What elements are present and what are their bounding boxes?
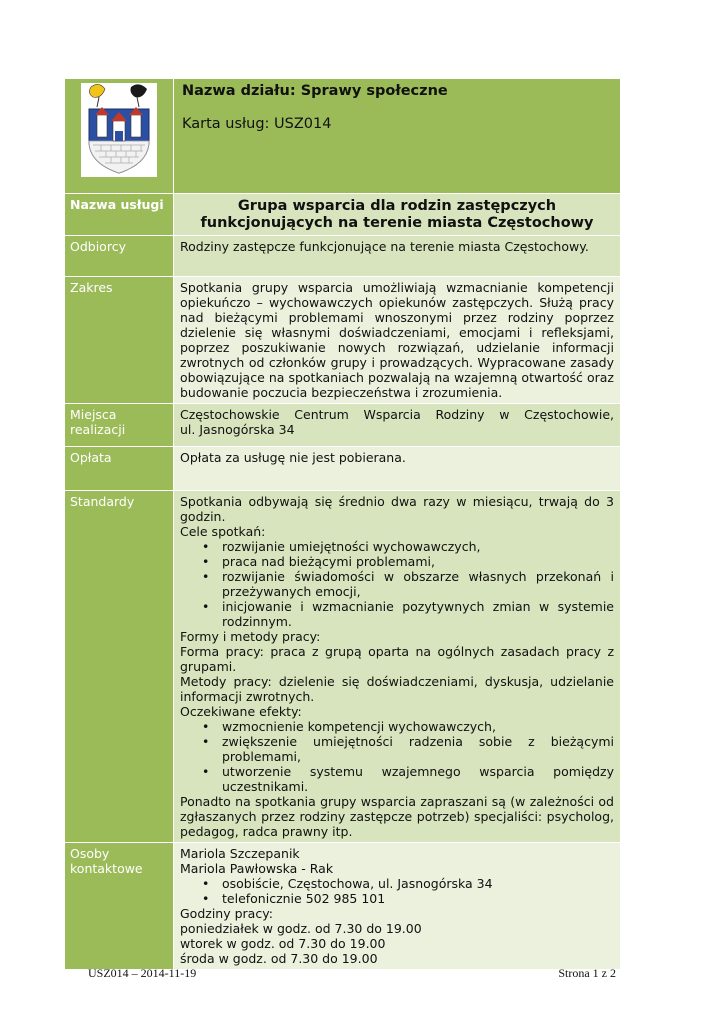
label-place-line1: Miejsca [70,407,117,422]
row-standards [65,491,621,843]
coat-of-arms-icon [65,79,173,189]
label-contacts [65,843,174,970]
header-row [65,79,621,194]
goals-heading: Cele spotkań: [180,524,266,539]
contacts-value [174,843,621,970]
contact-person-2: Mariola Pawłowska - Rak [180,861,334,876]
label-recipients: Odbiorcy [65,236,174,277]
title-cell [174,79,621,194]
list-item: • inicjowanie i wzmacnianie pozytywnych zmian w systemie rodzinnym. [202,599,614,629]
list-item: • zwiększenie umiejętności radzenia sobie z bieżącymi problemami, [202,734,614,764]
hours-line: wtorek w godz. od 7.30 do 19.00 [180,936,386,951]
list-item: • telefonicznie 502 985 101 [202,891,614,906]
label-fee: Opłata [65,447,174,491]
department-title: Nazwa działu: Sprawy społeczne [182,83,448,99]
standards-value [174,491,621,843]
forms-heading: Formy i metody pracy: [180,629,321,644]
form-text: Forma pracy: praca z grupą oparta na ogólnych zasadach pracy z grupami. [180,644,614,674]
standards-closing: Ponadto na spotkania grupy wsparcia zapraszani są (w zależności od zgłaszanych przez rodziny zastępcze potrzeb) specjaliści: psycholog, pedagog, radca prawny itp. [180,794,614,839]
row-contacts [65,843,621,970]
row-scope [65,277,621,404]
list-item: • rozwijanie świadomości w obszarze własnych przekonań i przeżywanych emocji, [202,569,614,599]
row-place [65,404,621,447]
list-item: • praca nad bieżącymi problemami, [202,554,614,569]
contact-channels-list [180,876,614,906]
methods-text: Metody pracy: dzielenie się doświadczeniami, dyskusja, udzielanie informacji zwrotnych. [180,674,614,704]
footer-document-id: USZ014 – 2014-11-19 [88,966,197,980]
card-number: Karta usług: USZ014 [182,116,332,132]
place-line2: ul. Jasnogórska 34 [180,422,295,437]
label-place-line2: realizacji [70,422,126,437]
hours-heading: Godziny pracy: [180,906,273,921]
hours-line: środa w godz. od 7.30 do 19.00 [180,951,378,966]
label-contacts-line2: kontaktowe [70,861,143,876]
scope-value: Spotkania grupy wsparcia umożliwiają wzmacnianie kompetencji opiekuńczo – wychowawczych opiekunów zastępczych. Służą pracy nad bieżącymi problemami wnoszonymi przez rodziny poprzez dzielenie się własnymi doświadczeniami, emocjami i refleksjami, poprzez poszukiwanie nowych rozwiązań, udzielanie informacji zwrotnych od członków grupy i prowadzących. Wypracowane zasady obowiązujące na spotkaniach pozwalają na wzajemną otwartość oraz budowanie poczucia bezpieczeństwa i zrozumienia. [174,277,621,404]
label-contacts-line1: Osoby [70,846,110,861]
row-recipients [65,236,621,277]
list-item: • rozwijanie umiejętności wychowawczych, [202,539,614,554]
hours-line: poniedziałek w godz. od 7.30 do 19.00 [180,921,422,936]
service-title-line2: funkcjonujących na terenie miasta Częstochowy [200,215,594,231]
fee-value: Opłata za usługę nie jest pobierana. [174,447,621,491]
contact-person-1: Mariola Szczepanik [180,846,300,861]
place-value [174,404,621,447]
list-item: • utworzenie systemu wzajemnego wsparcia pomiędzy uczestnikami. [202,764,614,794]
footer-page-number: Strona 1 z 2 [558,966,616,980]
crest-cell [65,79,174,194]
label-place [65,404,174,447]
list-item: • wzmocnienie kompetencji wychowawczych, [202,719,614,734]
label-scope: Zakres [65,277,174,404]
label-service-name: Nazwa usługi [65,194,174,236]
recipients-value: Rodziny zastępcze funkcjonujące na terenie miasta Częstochowy. [174,236,621,277]
service-title [174,194,621,236]
effects-list [180,719,614,794]
service-title-line1: Grupa wsparcia dla rodzin zastępczych [237,198,557,214]
standards-intro: Spotkania odbywają się średnio dwa razy w miesiącu, trwają do 3 godzin. [180,494,614,524]
goals-list [180,539,614,629]
label-standards: Standardy [65,491,174,843]
list-item: • osobiście, Częstochowa, ul. Jasnogórska 34 [202,876,614,891]
row-service-name [65,194,621,236]
service-card [64,78,621,970]
place-line1: Częstochowskie Centrum Wsparcia Rodziny w Częstochowie, [180,407,614,422]
service-card-table [64,78,621,970]
effects-heading: Oczekiwane efekty: [180,704,302,719]
row-fee [65,447,621,491]
